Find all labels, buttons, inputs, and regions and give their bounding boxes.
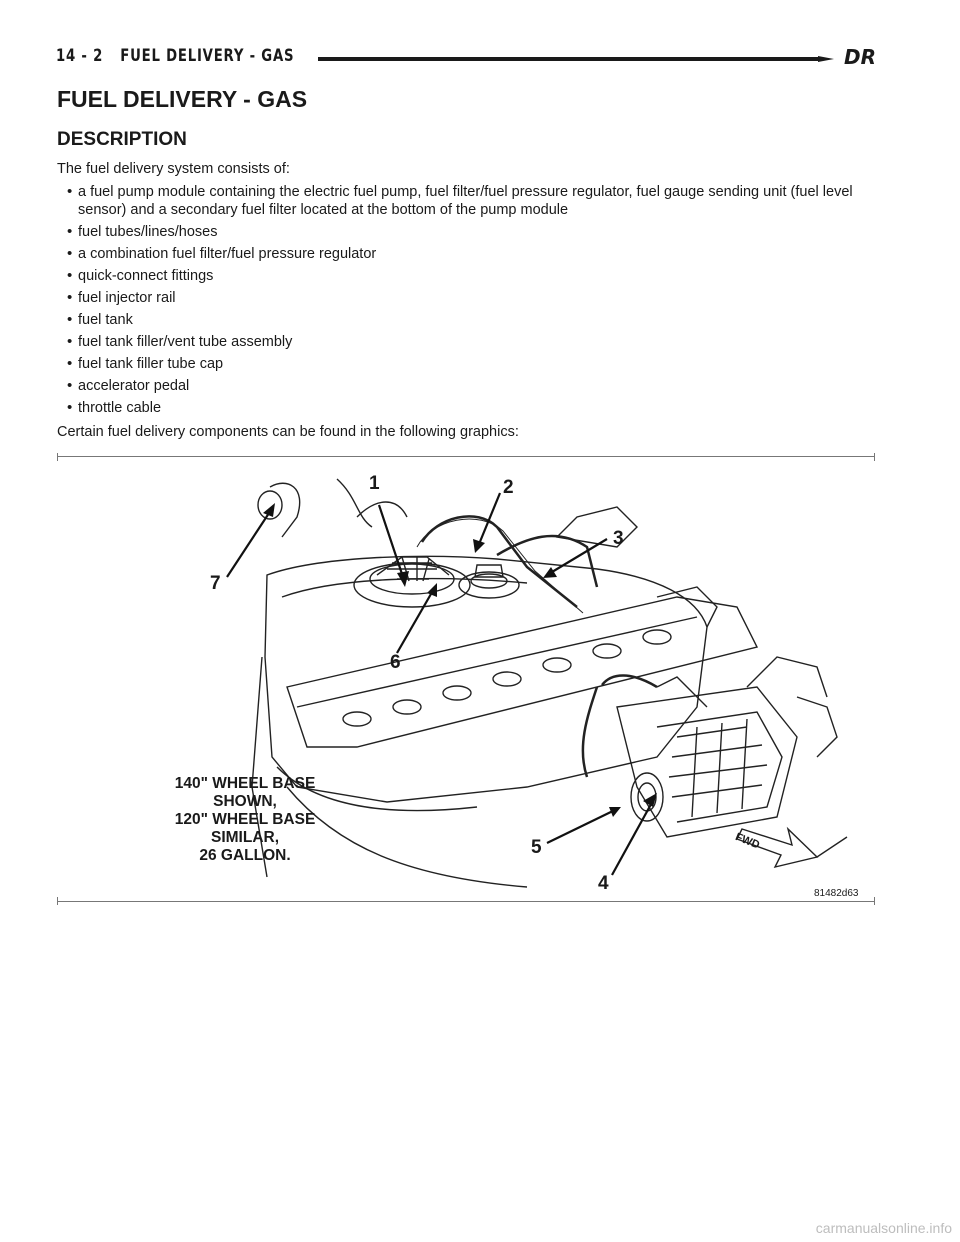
page-title: FUEL DELIVERY - GAS	[57, 86, 308, 112]
component-list	[57, 183, 877, 421]
list-item: • fuel injector rail	[57, 289, 877, 307]
callout-3: 3	[613, 528, 624, 549]
header-model-code: DR	[843, 45, 876, 69]
evap-canister	[617, 687, 797, 837]
list-item: • accelerator pedal	[57, 377, 877, 395]
callout-5: 5	[531, 837, 542, 858]
description-intro: The fuel delivery system consists of:	[57, 161, 290, 177]
watermark: carmanualsonline.info	[815, 1220, 952, 1236]
figure-caption	[145, 775, 345, 865]
callout-1: 1	[369, 473, 380, 494]
page-header	[56, 46, 876, 74]
header-section-title: FUEL DELIVERY - GAS	[120, 46, 295, 66]
header-rule	[318, 57, 818, 61]
caption-line: 120" WHEEL BASE SIMILAR,	[174, 811, 316, 846]
list-item: • fuel tubes/lines/hoses	[57, 223, 877, 241]
header-section-number: 14 - 2	[56, 46, 104, 66]
callout-4: 4	[598, 873, 609, 894]
fwd-label: FWD	[733, 831, 762, 852]
list-item: • throttle cable	[57, 399, 877, 417]
callout-2: 2	[503, 477, 514, 498]
caption-line: 26 GALLON.	[199, 847, 291, 864]
list-item: • fuel tank filler/vent tube assembly	[57, 333, 877, 351]
list-item: • a combination fuel filter/fuel pressure regulator	[57, 245, 877, 263]
list-item: • quick-connect fittings	[57, 267, 877, 285]
caption-line: 140" WHEEL BASE SHOWN,	[174, 775, 316, 810]
callout-6-leader	[397, 587, 435, 653]
callout-5-leader	[547, 809, 617, 843]
callout-6: 6	[390, 652, 401, 673]
header-section	[56, 46, 294, 66]
figure-id: 81482d63	[814, 888, 859, 899]
description-outro: Certain fuel delivery components can be found in the following graphics:	[57, 424, 519, 440]
callout-7-leader	[227, 507, 273, 577]
list-item: • a fuel pump module containing the electric fuel pump, fuel filter/fuel pressure regulator, fuel gauge sending unit (fuel level sensor) and a secondary fuel filter located at the bottom of the pump module	[57, 183, 877, 219]
callout-2-leader	[477, 493, 500, 549]
list-item: • fuel tank filler tube cap	[57, 355, 877, 373]
description-heading: DESCRIPTION	[57, 129, 187, 150]
callout-7: 7	[210, 573, 221, 594]
list-item: • fuel tank	[57, 311, 877, 329]
fuel-system-figure	[57, 456, 875, 902]
